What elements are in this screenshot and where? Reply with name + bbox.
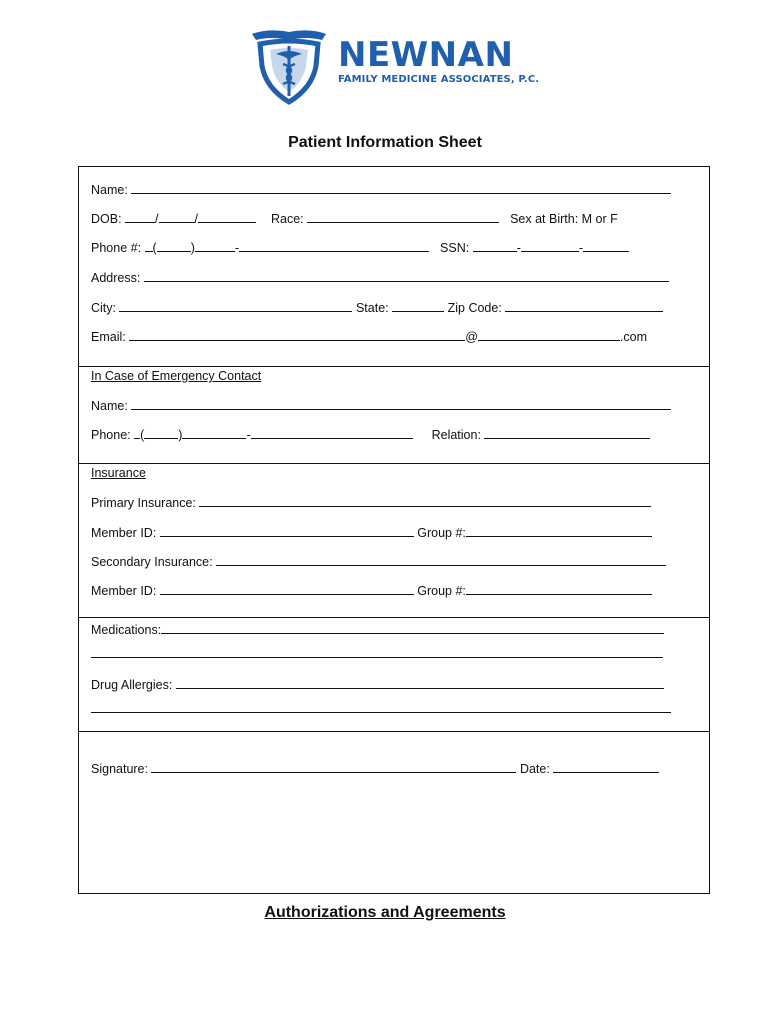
emergency-phone-line-field[interactable]: [251, 426, 413, 439]
zip-label: Zip Code:: [447, 301, 502, 315]
ssn-part2-field[interactable]: [521, 239, 579, 252]
race-field[interactable]: [307, 210, 499, 223]
dob-label: DOB:: [91, 212, 122, 226]
phone-label: Phone #:: [91, 241, 142, 255]
medications-field-2[interactable]: [91, 645, 663, 658]
email-row: [91, 328, 647, 345]
date-field[interactable]: [553, 760, 659, 773]
primary-insurance-field[interactable]: [199, 494, 651, 507]
allergies-row: [91, 676, 664, 693]
dob-year-field[interactable]: [198, 210, 256, 223]
address-row: [91, 269, 669, 286]
phone-area-field[interactable]: [157, 239, 191, 252]
group-field[interactable]: [466, 524, 652, 537]
name-field[interactable]: [131, 181, 671, 194]
insurance-heading: Insurance: [91, 466, 146, 480]
emergency-section: [79, 366, 709, 463]
email-com: .com: [619, 330, 648, 344]
emergency-name-row: [91, 397, 671, 414]
relation-field[interactable]: [484, 426, 650, 439]
address-field[interactable]: [144, 269, 669, 282]
emergency-phone-prefix-field[interactable]: [182, 426, 246, 439]
email-label: Email:: [91, 330, 126, 344]
medications-field[interactable]: [161, 621, 664, 634]
medications-label: Medications:: [91, 623, 162, 637]
signature-field[interactable]: [151, 760, 516, 773]
group-2-label: Group #:: [417, 584, 466, 598]
allergies-field-2[interactable]: [91, 700, 671, 713]
ssn-part1-field[interactable]: [473, 239, 517, 252]
sex-label: Sex at Birth: M or F: [510, 212, 618, 226]
city-label: City:: [91, 301, 116, 315]
group-2-field[interactable]: [466, 582, 652, 595]
state-label: State:: [355, 301, 389, 315]
address-label: Address:: [91, 271, 141, 285]
phone-line-field[interactable]: [239, 239, 429, 252]
ssn-label: SSN:: [440, 241, 470, 255]
insurance-section: [79, 463, 709, 617]
emergency-heading: In Case of Emergency Contact: [91, 369, 262, 383]
practice-logo: [248, 26, 540, 106]
caduceus-shield-icon: [248, 26, 330, 106]
logo-name: NEWNAN: [338, 35, 514, 75]
dob-day-field[interactable]: [159, 210, 195, 223]
member-id-field[interactable]: [160, 524, 414, 537]
medications-row: [91, 621, 664, 638]
secondary-insurance-row: [91, 553, 666, 570]
member-id-label: Member ID:: [91, 526, 157, 540]
emergency-phone-label: Phone:: [91, 428, 131, 442]
phone-row: Phone #: ( ) - SSN: - -: [91, 239, 629, 256]
allergies-field[interactable]: [176, 676, 664, 689]
ssn-part3-field[interactable]: [583, 239, 629, 252]
date-label: Date:: [519, 762, 550, 776]
city-field[interactable]: [119, 299, 352, 312]
logo-subtitle: FAMILY MEDICINE ASSOCIATES, P.C.: [338, 74, 540, 85]
authorizations-heading: Authorizations and Agreements: [264, 904, 506, 921]
signature-label: Signature:: [91, 762, 148, 776]
emergency-phone-area-field[interactable]: [144, 426, 178, 439]
medications-row-2: [91, 645, 663, 662]
secondary-insurance-field[interactable]: [216, 553, 666, 566]
allergies-label: Drug Allergies:: [91, 678, 173, 692]
primary-insurance-row: [91, 494, 651, 511]
email-at: @: [465, 330, 478, 344]
email-user-field[interactable]: [129, 328, 465, 341]
member-id-2-label: Member ID:: [91, 584, 157, 598]
group-label: Group #:: [417, 526, 466, 540]
member-id-row: [91, 524, 652, 541]
allergies-row-2: [91, 700, 671, 717]
member-id-2-row: [91, 582, 652, 599]
emergency-name-field[interactable]: [131, 397, 671, 410]
email-domain-field[interactable]: [478, 328, 620, 341]
name-label: Name:: [91, 183, 128, 197]
signature-row: [91, 760, 659, 777]
relation-label: Relation:: [431, 428, 481, 442]
page-title: Patient Information Sheet: [288, 134, 482, 151]
city-row: [91, 299, 663, 316]
member-id-2-field[interactable]: [160, 582, 414, 595]
medical-section: [79, 617, 709, 731]
signature-section: [79, 731, 709, 893]
patient-section: [79, 167, 709, 366]
state-field[interactable]: [392, 299, 444, 312]
race-label: Race:: [270, 212, 304, 226]
dob-row: DOB: / / Race: Sex at Birth: M or F: [91, 212, 618, 226]
dob-month-field[interactable]: [125, 210, 155, 223]
name-row: [91, 181, 671, 198]
primary-insurance-label: Primary Insurance:: [91, 496, 196, 510]
patient-form: [78, 166, 710, 894]
secondary-insurance-label: Secondary Insurance:: [91, 555, 213, 569]
phone-prefix-field[interactable]: [195, 239, 235, 252]
emergency-phone-row: Phone: ( ) - Relation:: [91, 426, 650, 443]
zip-field[interactable]: [505, 299, 663, 312]
emergency-name-label: Name:: [91, 399, 128, 413]
